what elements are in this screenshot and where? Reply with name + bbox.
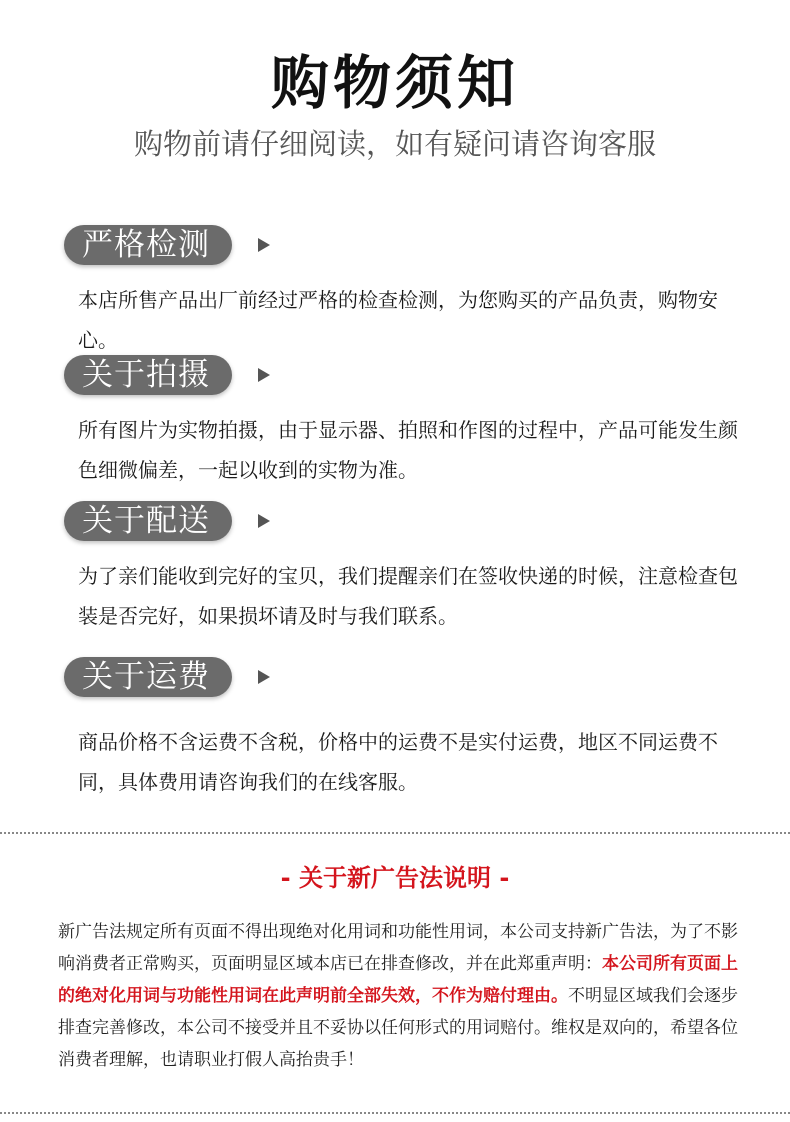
section-delivery — [64, 500, 744, 636]
arrow-right-icon — [258, 368, 270, 382]
notice-text-part2: 不明显区域我们会逐步排查完善修改，本公司不接受并且不妥协以任何形式的用词赔付。维权是双向的，希望各位消费者理解，也请职业打假人高抬贵手！ — [58, 986, 738, 1070]
section-text: 为了亲们能收到完好的宝贝，我们提醒亲们在签收快递的时候，注意检查包装是否完好，如果损坏请及时与我们联系。 — [78, 564, 738, 628]
section-text: 本店所售产品出厂前经过严格的检查检测，为您购买的产品负责，购物安心。 — [78, 288, 718, 352]
divider — [0, 1112, 790, 1114]
section-text: 所有图片为实物拍摄，由于显示器、拍照和作图的过程中，产品可能发生颜色细微偏差，一起以收到的实物为准。 — [78, 418, 738, 482]
section-label: 关于拍摄 — [64, 355, 232, 395]
arrow-right-icon — [258, 514, 270, 528]
section-label: 严格检测 — [64, 225, 232, 265]
notice-red-statement: 本公司所有页面上的绝对化用词与功能性用词在此声明前全部失效，不作为赔付理由。 — [58, 954, 738, 1006]
section-label: 关于运费 — [64, 657, 232, 697]
notice-text-part1: 新广告法规定所有页面不得出现绝对化用词和功能性用词，本公司支持新广告法，为了不影响消费者正常购买，页面明显区域本店已在排查修改，并在此郑重声明： — [58, 922, 738, 974]
section-inspection — [64, 224, 744, 360]
section-label: 关于配送 — [64, 501, 232, 541]
page-title: 购物须知 — [270, 49, 519, 117]
arrow-right-icon — [258, 670, 270, 684]
notice-text — [58, 916, 738, 1076]
section-text: 商品价格不含运费不含税，价格中的运费不是实付运费，地区不同运费不同，具体费用请咨询我们的在线客服。 — [78, 730, 718, 794]
arrow-right-icon — [258, 238, 270, 252]
page-subtitle: 购物前请仔细阅读，如有疑问请咨询客服 — [133, 127, 656, 161]
section-shipping-fee — [64, 656, 744, 802]
divider — [0, 832, 790, 834]
section-photography — [64, 354, 744, 490]
notice-title: - 关于新广告法说明 - — [280, 864, 510, 892]
